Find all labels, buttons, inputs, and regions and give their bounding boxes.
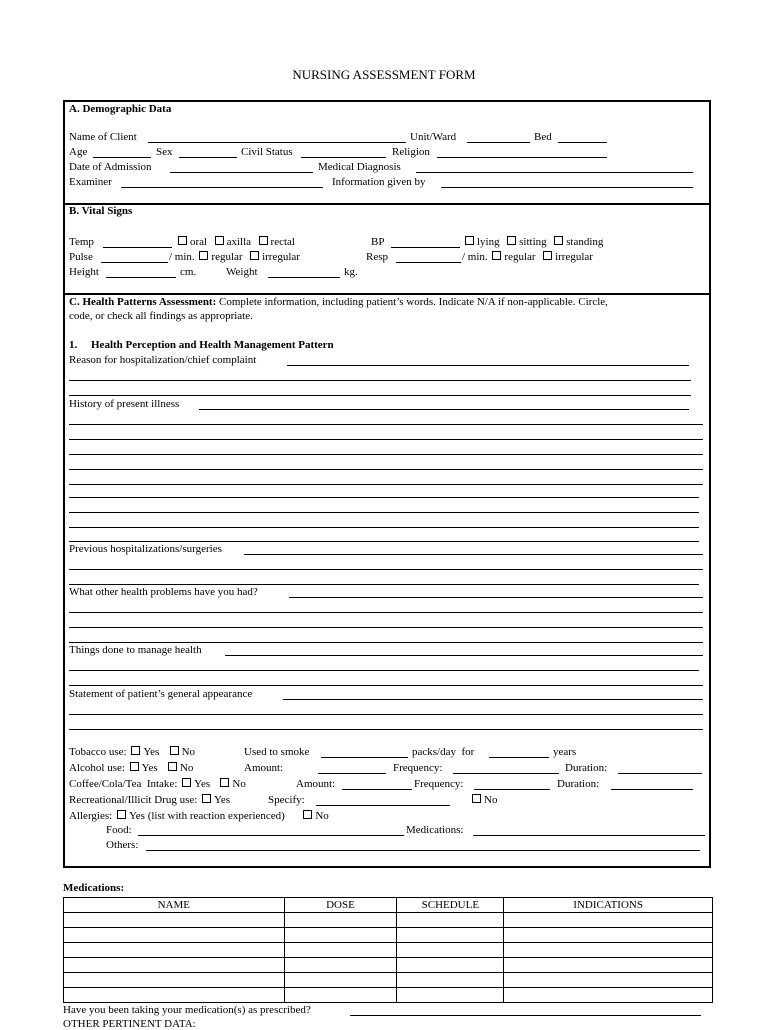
table-cell[interactable] — [397, 958, 504, 973]
tobacco-row — [69, 746, 195, 758]
section-c-instructions: Complete information, including patient’s words. Indicate N/A if non-applicable. Circle, — [216, 296, 608, 308]
sitting-label: sitting — [519, 236, 547, 248]
pulse-per-min: / min. — [169, 251, 195, 263]
date-of-admission-label: Date of Admission — [69, 161, 152, 173]
table-cell[interactable] — [504, 943, 713, 958]
table-row — [64, 973, 713, 988]
table-cell[interactable] — [64, 988, 285, 1003]
allergies-yes-label: Yes (list with reaction experienced) — [128, 810, 285, 822]
coffee-duration-field[interactable] — [611, 789, 693, 790]
sex-label: Sex — [156, 146, 173, 158]
coffee-yes-label: Yes — [194, 778, 211, 790]
table-row — [64, 958, 713, 973]
alcohol-no-checkbox[interactable] — [168, 762, 177, 771]
others-field[interactable] — [146, 850, 700, 851]
table-cell[interactable] — [397, 913, 504, 928]
history-line[interactable] — [69, 541, 699, 542]
standing-label: standing — [566, 236, 604, 248]
alcohol-amount-field[interactable] — [318, 773, 386, 774]
height-field[interactable] — [106, 277, 176, 278]
other-pertinent-data-label: OTHER PERTINENT DATA: — [63, 1018, 196, 1030]
bed-field[interactable] — [558, 142, 607, 143]
column-header-schedule: SCHEDULE — [397, 898, 504, 913]
coffee-duration-label: Duration: — [557, 778, 600, 790]
statement-line[interactable] — [69, 729, 703, 730]
alcohol-duration-field[interactable] — [618, 773, 702, 774]
temp-label: Temp — [69, 236, 94, 248]
table-row — [64, 913, 713, 928]
rectal-checkbox[interactable] — [259, 236, 268, 245]
alcohol-frequency-field[interactable] — [453, 773, 559, 774]
table-cell[interactable] — [504, 913, 713, 928]
other-problems-label: What other health problems have you had? — [69, 586, 258, 598]
table-cell[interactable] — [504, 973, 713, 988]
oral-label: oral — [190, 236, 208, 248]
table-cell[interactable] — [284, 973, 397, 988]
axilla-label: axilla — [226, 236, 252, 248]
things-done-label: Things done to manage health — [69, 644, 202, 656]
medical-diagnosis-label: Medical Diagnosis — [318, 161, 401, 173]
standing-checkbox[interactable] — [554, 236, 563, 245]
allergies-label: Allergies: — [69, 810, 113, 822]
history-line[interactable] — [69, 527, 699, 528]
history-line[interactable] — [69, 484, 703, 485]
resp-irregular-label: irregular — [555, 251, 593, 263]
oral-checkbox[interactable] — [178, 236, 187, 245]
pulse-label: Pulse — [69, 251, 93, 263]
table-cell[interactable] — [64, 928, 285, 943]
reason-line[interactable] — [69, 380, 691, 381]
previous-line[interactable] — [69, 584, 699, 585]
examiner-label: Examiner — [69, 176, 112, 188]
column-header-name: NAME — [64, 898, 285, 913]
alcohol-yes-checkbox[interactable] — [130, 762, 139, 771]
coffee-amount-field[interactable] — [342, 789, 412, 790]
tobacco-yes-label: Yes — [143, 746, 160, 758]
pulse-options — [169, 251, 300, 263]
reason-label: Reason for hospitalization/chief complaint — [69, 354, 257, 366]
column-header-indications: INDICATIONS — [504, 898, 713, 913]
resp-irregular-checkbox[interactable] — [543, 251, 552, 260]
section-vital-signs — [63, 203, 711, 294]
alcohol-duration-label: Duration: — [565, 762, 608, 774]
table-cell[interactable] — [504, 928, 713, 943]
table-cell[interactable] — [284, 913, 397, 928]
history-line[interactable] — [69, 469, 703, 470]
medications-header-row — [64, 898, 713, 913]
tobacco-no-label: No — [181, 746, 196, 758]
pulse-field[interactable] — [101, 262, 168, 263]
table-row — [64, 928, 713, 943]
statement-field[interactable] — [283, 699, 703, 700]
previous-hospitalizations-field[interactable] — [244, 554, 703, 555]
pattern-1-heading: 1. Health Perception and Health Management Pattern — [69, 339, 334, 351]
examiner-field[interactable] — [121, 187, 323, 188]
axilla-checkbox[interactable] — [215, 236, 224, 245]
age-field[interactable] — [93, 157, 151, 158]
table-cell[interactable] — [397, 988, 504, 1003]
age-label: Age — [69, 146, 88, 158]
allergies-no-checkbox[interactable] — [303, 810, 312, 819]
bp-label: BP — [371, 236, 385, 248]
cm-label: cm. — [180, 266, 197, 278]
things-done-line[interactable] — [69, 685, 703, 686]
resp-label: Resp — [366, 251, 388, 263]
resp-options — [462, 251, 593, 263]
history-line[interactable] — [69, 454, 703, 455]
used-to-smoke-label: Used to smoke — [244, 746, 310, 758]
section-b-heading: B. Vital Signs — [69, 205, 133, 217]
lying-label: lying — [477, 236, 500, 248]
history-field[interactable] — [199, 409, 689, 410]
table-cell[interactable] — [284, 928, 397, 943]
history-line[interactable] — [69, 512, 699, 513]
medications-heading: Medications: — [63, 882, 125, 894]
pulse-regular-label: regular — [211, 251, 243, 263]
recreational-row — [69, 794, 230, 806]
recreational-yes-label: Yes — [214, 794, 231, 806]
previous-hospitalizations-label: Previous hospitalizations/surgeries — [69, 543, 222, 555]
resp-regular-checkbox[interactable] — [492, 251, 501, 260]
table-cell[interactable] — [504, 988, 713, 1003]
kg-label: kg. — [344, 266, 358, 278]
food-field[interactable] — [138, 835, 404, 836]
reason-field[interactable] — [287, 365, 689, 366]
history-label: History of present illness — [69, 398, 180, 410]
allergies-no-label: No — [315, 810, 329, 822]
alcohol-row — [69, 762, 193, 774]
coffee-yes-checkbox[interactable] — [182, 778, 191, 787]
coffee-label: Coffee/Cola/Tea Intake: — [69, 778, 178, 790]
table-cell[interactable] — [284, 943, 397, 958]
food-label: Food: — [106, 824, 132, 836]
coffee-no-label: No — [232, 778, 246, 790]
history-line[interactable] — [69, 424, 703, 425]
unit-ward-label: Unit/Ward — [410, 131, 457, 143]
name-of-client-field[interactable] — [148, 142, 406, 143]
temp-field[interactable] — [103, 247, 172, 248]
pulse-irregular-checkbox[interactable] — [250, 251, 259, 260]
resp-field[interactable] — [396, 262, 461, 263]
recreational-no — [470, 794, 497, 806]
tobacco-no-checkbox[interactable] — [170, 746, 179, 755]
table-cell[interactable] — [284, 958, 397, 973]
packs-years-field[interactable] — [489, 757, 549, 758]
resp-per-min: / min. — [462, 251, 488, 263]
table-cell[interactable] — [504, 958, 713, 973]
packs-day-label: packs/day for — [412, 746, 475, 758]
table-cell[interactable] — [284, 988, 397, 1003]
previous-line[interactable] — [69, 569, 703, 570]
alcohol-yes-label: Yes — [141, 762, 158, 774]
specify-field[interactable] — [316, 805, 450, 806]
others-label: Others: — [106, 839, 139, 851]
table-row — [64, 988, 713, 1003]
years-label: years — [553, 746, 577, 758]
coffee-frequency-field[interactable] — [474, 789, 550, 790]
section-c-heading: C. Health Patterns Assessment: — [69, 296, 217, 308]
bp-field[interactable] — [391, 247, 460, 248]
resp-regular-label: regular — [504, 251, 536, 263]
alcohol-label: Alcohol use: — [69, 762, 125, 774]
civil-status-field[interactable] — [301, 157, 386, 158]
sitting-checkbox[interactable] — [507, 236, 516, 245]
medications-table — [63, 897, 713, 1003]
allergy-medications-label: Medications: — [406, 824, 464, 836]
taking-as-prescribed-field[interactable] — [350, 1015, 701, 1016]
rectal-label: rectal — [270, 236, 295, 248]
column-header-dose: DOSE — [284, 898, 397, 913]
recreational-yes-checkbox[interactable] — [202, 794, 211, 803]
other-problems-line[interactable] — [69, 642, 703, 643]
coffee-no-checkbox[interactable] — [220, 778, 229, 787]
name-of-client-label: Name of Client — [69, 131, 137, 143]
information-given-by-label: Information given by — [332, 176, 426, 188]
table-cell[interactable] — [64, 973, 285, 988]
tobacco-label: Tobacco use: — [69, 746, 127, 758]
table-cell[interactable] — [64, 943, 285, 958]
used-to-smoke-field[interactable] — [321, 757, 408, 758]
information-given-by-field[interactable] — [441, 187, 693, 188]
allergy-medications-field[interactable] — [473, 835, 705, 836]
alcohol-frequency-label: Frequency: — [393, 762, 443, 774]
bed-label: Bed — [534, 131, 552, 143]
alcohol-amount-label: Amount: — [244, 762, 284, 774]
reason-line[interactable] — [69, 395, 691, 396]
coffee-row — [69, 778, 246, 790]
statement-line[interactable] — [69, 714, 703, 715]
table-cell[interactable] — [64, 958, 285, 973]
religion-field[interactable] — [437, 157, 607, 158]
history-line[interactable] — [69, 439, 703, 440]
allergies-row — [69, 810, 329, 822]
recreational-no-label: No — [484, 794, 498, 806]
form-title: NURSING ASSESSMENT FORM — [292, 67, 476, 82]
civil-status-label: Civil Status — [241, 146, 293, 158]
table-cell[interactable] — [397, 943, 504, 958]
table-row — [64, 943, 713, 958]
table-cell[interactable] — [64, 913, 285, 928]
temp-options — [176, 236, 295, 248]
alcohol-no-label: No — [179, 762, 194, 774]
weight-field[interactable] — [268, 277, 340, 278]
history-line[interactable] — [69, 497, 699, 498]
section-c-intro — [69, 296, 608, 308]
pulse-irregular-label: irregular — [262, 251, 300, 263]
things-done-line[interactable] — [69, 670, 699, 671]
coffee-frequency-label: Frequency: — [414, 778, 464, 790]
religion-label: Religion — [392, 146, 430, 158]
coffee-amount-label: Amount: — [296, 778, 336, 790]
height-label: Height — [69, 266, 99, 278]
taking-as-prescribed-label: Have you been taking your medication(s) as prescribed? — [63, 1004, 311, 1016]
table-cell[interactable] — [397, 928, 504, 943]
other-problems-line[interactable] — [69, 612, 703, 613]
other-problems-line[interactable] — [69, 627, 703, 628]
table-cell[interactable] — [397, 973, 504, 988]
pulse-regular-checkbox[interactable] — [199, 251, 208, 260]
tobacco-yes-checkbox[interactable] — [131, 746, 140, 755]
recreational-label: Recreational/Illicit Drug use: — [69, 794, 198, 806]
position-options — [463, 236, 603, 248]
other-problems-field[interactable] — [289, 597, 703, 598]
weight-label: Weight — [226, 266, 258, 278]
statement-label: Statement of patient’s general appearance — [69, 688, 253, 700]
medical-diagnosis-field[interactable] — [416, 172, 693, 173]
date-of-admission-field[interactable] — [170, 172, 313, 173]
allergies-yes-checkbox[interactable] — [117, 810, 126, 819]
sex-field[interactable] — [179, 157, 237, 158]
recreational-no-checkbox[interactable] — [472, 794, 481, 803]
section-a-heading: A. Demographic Data — [69, 103, 172, 115]
section-c-instructions-2: code, or check all findings as appropriate. — [69, 310, 253, 322]
lying-checkbox[interactable] — [465, 236, 474, 245]
unit-ward-field[interactable] — [467, 142, 530, 143]
specify-label: Specify: — [268, 794, 305, 806]
things-done-field[interactable] — [225, 655, 703, 656]
